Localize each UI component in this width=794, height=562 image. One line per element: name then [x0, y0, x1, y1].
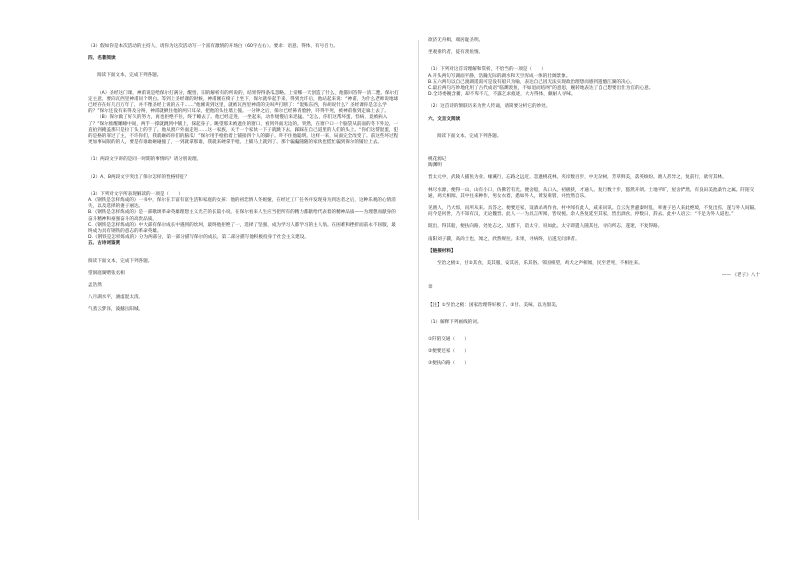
- poem-title: 望洞庭湖赠张丞相: [88, 270, 125, 276]
- right-column: [428, 38, 760, 368]
- option-a: A.《钢铁是怎样炼成的》一书中，保尔在丰富有富生活和家庭的女孩：他的初恋情人冬妮娅，在经过工厂任务并发现身为到达者之后，这种乐观的心情消失，以及选择的妻子丽达。: [88, 198, 396, 210]
- annotation-note: 【注】①至治之极：国家治理得好极了。②甘、美味，以为甜美。: [428, 302, 561, 308]
- poem-question-1: （1）下列对这首诗理解和赏析，不恰当的一项是（ ）: [428, 67, 546, 73]
- section-5-heading: 五、古诗词鉴赏: [88, 241, 121, 247]
- question-b: （2）A、B两段文字突出了保尔怎样的性格特征？: [88, 174, 190, 180]
- option-c: C.《钢铁是怎样炼成的》中大部有保尔成长中遇到的坎坷，最终他拒绝了一，选择了坚强，成为学习人都学习的主人翁。在困难和挫折面前永不屈服，最终成为具有钢铁的意志的革命英雄。: [88, 222, 396, 235]
- poem-line-3: 欲济无舟楫，端居耻圣明。: [428, 38, 484, 43]
- link-material-text: 至治之极①，甘②其食，美其服，安其居，乐其俗。邻国相望，鸡犬之声相闻，民至老死，不相往来。: [437, 261, 643, 267]
- section-5-intro: 阅读下面文本，完成下列各题。: [88, 258, 153, 264]
- poem-option-a: A.开头两句写湖面平静，浩瀚无际的湖水和天空浑成一体的壮阔景象。: [428, 73, 571, 79]
- explain-question: （1）解释下列画线的词。: [428, 319, 482, 325]
- poem-line-2: 气蒸云梦泽，波撼岳阳城。: [88, 307, 144, 313]
- column-divider: [418, 40, 419, 520]
- question-c: （3）下列对文字所表现解读的一项是（ ）: [88, 191, 183, 197]
- passage-a: （A）圣经这门课，神甫说是给保尔打满分，醒悟，旧的解析有的所说的，结果得得条瓜忽略。上帝哪一天创造了什么，他都回答得一清二楚。保尔打定主意，要向瓦西里神甫问个明白。等到上圣经课的时候，神甫刚在椅子上坐下，保尔就举起手来，得到允许后，他站起来说：“神甫，为什么老师说地球已经存在好几百万年了，并不像圣经上说的五千……”他刚说到这里，就被瓦西里神甫的尖叫声打断了：“混账东西，你胡说什么？圣经课你是怎么学的？”保尔还没有来得及分辩，神甫就揪住他的两只耳朵，把他的头往墙上撞。一分钟之后，保尔已经鼻青脸肿，吓得半死，被神甫推到走廊上去了。: [88, 90, 399, 115]
- poem-author: 孟浩然: [88, 283, 102, 289]
- classical-para-1: 晋太元中，武陵人捕鱼为业。缘溪行，忘路之远近。忽逢桃花林，夹岸数百步，中无杂树，芳草鲜美，落英缤纷。渔人甚异之，复前行，欲穷其林。: [428, 175, 727, 181]
- link-material-source-cont: 章: [428, 285, 433, 291]
- section-4-intro: 阅读下面文本，完成下列各题。: [97, 73, 162, 79]
- passage-b: （B）保尔做了好久的努力，再也拒绝不住，终于睡去了。他已经走进，一坐起来，动作缓慢后来迅猛。“怎么，你们这帮坏蛋，怪病，竟被病入了？”保尔推醒睡睡中间，两手一撑就跳到中铺上，探起身子。眺望那未被遮住的窗口，看到外面无边的。突然，在窗户口一个脑袋从前面的冬下外边，一直拍到掩盖那只是拉丁头上的手了。他从窗户外面走进……这一家族，关于一个家伙一下子就跳下去，踩踩在自己道里的人们的头上。“你们这帮混蛋，犯的是格的罪过了主，不许你们，我就砸碎你们的脑瓜！”保尔用手枪指着上铺接四个人的脚子。吓不住他聪明。这样一来，局面完全改变了。前这些坏过程更加事局限的的人，要是有谁敢砸碰撞了，一到就拿那谁，我就来硬拿手枪。上铺马上就到了。那个骗骗随随的家伙也慌忙骗到保尔的铺位上去。: [88, 115, 399, 146]
- option-d: D.《钢铁是怎样炼成的》分为两部分，第一部分描写保尔的成长，第二部分描写他积极投身于社会主义建设。: [88, 235, 309, 241]
- classical-para-4: 既出，得其船，便扶向路，处处志之。及郡下，诣太守，说如此。太守即遣人随其往，寻向所志，遂迷，不复得路。: [428, 224, 663, 230]
- classical-para-5: 南阳刘子骥，高尚士也，闻之，欣然规往。未果，寻病终，后遂无问津者。: [428, 236, 580, 242]
- poem-line-4: 坐观垂钓者，徒有羡鱼情。: [428, 50, 484, 56]
- classical-title: 桃花源记: [428, 157, 447, 163]
- explain-item-1: ①阡陌交通（ ）: [428, 337, 469, 343]
- question-a: （1）两段文字讲的是同一时期的事情吗？请分别说理。: [88, 157, 202, 163]
- question-3: （3）假如你是本次活动的主持人，请你为这次活动写一个富有激情的开场白（60字左右）。要求：语意、得体，有号召力。: [88, 44, 338, 49]
- classical-author: 陶渊明: [428, 163, 442, 169]
- section-6-heading: 六、文言文阅读: [428, 116, 461, 122]
- poem-line-1: 八月湖水平，涵虚混太清。: [88, 295, 144, 301]
- link-material-heading: 【链接材料】: [428, 248, 456, 254]
- poem-option-c: C.最后两句巧妙地化用了古代成语“临渊羡鱼，不如退而结网”的意思，婉转地表达了自己想要出仕为官的心意。: [428, 86, 654, 92]
- poem-option-d: D.全诗委婉含蓄，却不卑不亢，不露乞求痕迹，大方得体，颇耐人寻味。: [428, 92, 576, 98]
- section-4-heading: 四、名著阅读: [88, 56, 116, 62]
- classical-para-2: 林尽水源，便得一山，山有小口，仿佛若有光。便舍船，从口入。初极狭，才通人。复行数十步，豁然开朗。土地平旷，屋舍俨然，有良田美池桑竹之属。阡陌交通，鸡犬相闻。其中往来种作，男女衣着，悉如外人。黄发垂髫，并怡然自乐。: [428, 187, 755, 199]
- option-b: B.《钢铁是怎样炼成的》是一部歌颂革命英雄理想主义光芒的长篇小说，在保尔看来人生应当把所有的精力都献给代表着的精神品质——为理想而献身的奋斗精神和豪强奋斗的高贵品质。: [88, 210, 396, 222]
- left-column: [88, 44, 400, 314]
- section-6-intro: 阅读下面文本，完成下列各题。: [437, 133, 502, 139]
- explain-item-2: ②便要还家（ ）: [428, 349, 469, 355]
- poem-option-b: B.五六两句以自己渡湖遥渴可是没有船只为喻，表达自己因无法实现政治理想而感到遗憾江湖的决心。: [428, 79, 635, 85]
- link-material-source: —— 《老子》八十: [721, 273, 760, 279]
- classical-para-3: 见渔人，乃大惊，问所从来。具答之。便要还家，设酒杀鸡作食。村中闻有此人，咸来问讯。自云先世避秦时乱，率妻子邑人来此绝境，不复出焉，遂与外人间隔。问今是何世，乃不知有汉，无论魏晋。此人一一为具言所闻，皆叹惋。余人各复延至其家，皆出酒食。停数日，辞去。此中人语云：“不足为外人道也。”: [428, 206, 759, 218]
- poem-question-2: （2）这首诗的颔联历来为世人传诵，请简要分析它的妙处。: [428, 104, 551, 110]
- explain-item-3: ③便扶向路（ ）: [428, 361, 469, 367]
